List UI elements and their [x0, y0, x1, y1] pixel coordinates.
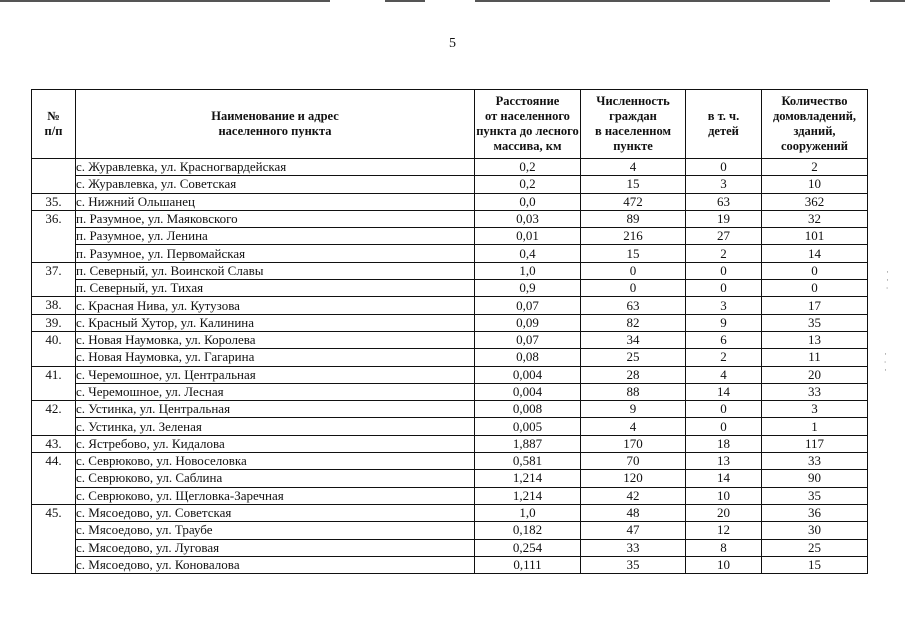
children-count: 18 — [686, 435, 762, 452]
table-row — [32, 228, 868, 245]
settlement-name: с. Черемошное, ул. Лесная — [76, 383, 475, 400]
population-count: 15 — [581, 245, 686, 262]
settlement-name: с. Мясоедово, ул. Советская — [76, 504, 475, 521]
distance-km: 0,01 — [475, 228, 581, 245]
households-count: 32 — [762, 210, 868, 227]
table-row — [32, 383, 868, 400]
population-count: 120 — [581, 470, 686, 487]
children-count: 10 — [686, 487, 762, 504]
distance-km: 0,254 — [475, 539, 581, 556]
row-number: 40. — [32, 331, 76, 366]
table-row — [32, 349, 868, 366]
settlement-name: п. Северный, ул. Воинской Славы — [76, 262, 475, 279]
population-count: 0 — [581, 262, 686, 279]
margin-scan-mark: · ∙ · — [884, 349, 887, 375]
header-children: в т. ч. детей — [686, 90, 762, 159]
row-number: 35. — [32, 193, 76, 210]
table-row — [32, 487, 868, 504]
table-row — [32, 159, 868, 176]
table-row — [32, 539, 868, 556]
children-count: 13 — [686, 453, 762, 470]
distance-km: 0,2 — [475, 159, 581, 176]
table-row — [32, 401, 868, 418]
settlement-name: с. Черемошное, ул. Центральная — [76, 366, 475, 383]
table-row — [32, 280, 868, 297]
settlement-name: с. Журавлевка, ул. Советская — [76, 176, 475, 193]
children-count: 14 — [686, 383, 762, 400]
row-number: 39. — [32, 314, 76, 331]
households-count: 3 — [762, 401, 868, 418]
children-count: 4 — [686, 366, 762, 383]
table-row — [32, 210, 868, 227]
distance-km: 0,008 — [475, 401, 581, 418]
children-count: 2 — [686, 245, 762, 262]
distance-km: 0,07 — [475, 331, 581, 348]
table-body — [32, 159, 868, 574]
distance-km: 1,887 — [475, 435, 581, 452]
children-count: 9 — [686, 314, 762, 331]
children-count: 3 — [686, 297, 762, 314]
children-count: 10 — [686, 556, 762, 573]
population-count: 472 — [581, 193, 686, 210]
distance-km: 0,005 — [475, 418, 581, 435]
settlement-name: п. Разумное, ул. Маяковского — [76, 210, 475, 227]
children-count: 0 — [686, 280, 762, 297]
settlement-name: с. Ястребово, ул. Кидалова — [76, 435, 475, 452]
scan-top-rule-left — [0, 0, 330, 2]
table-row — [32, 262, 868, 279]
children-count: 19 — [686, 210, 762, 227]
page-number: 5 — [449, 36, 456, 51]
distance-km: 0,182 — [475, 522, 581, 539]
population-count: 34 — [581, 331, 686, 348]
distance-km: 0,9 — [475, 280, 581, 297]
distance-km: 1,0 — [475, 262, 581, 279]
margin-scan-mark: · · ∙ — [886, 267, 889, 293]
scan-top-rule-corner — [870, 0, 905, 2]
row-number: 36. — [32, 210, 76, 262]
population-count: 48 — [581, 504, 686, 521]
settlement-name: с. Нижний Ольшанец — [76, 193, 475, 210]
scan-top-rule-mid — [385, 0, 425, 2]
children-count: 20 — [686, 504, 762, 521]
distance-km: 0,111 — [475, 556, 581, 573]
households-count: 101 — [762, 228, 868, 245]
row-number: 45. — [32, 504, 76, 573]
distance-km: 0,03 — [475, 210, 581, 227]
distance-km: 1,214 — [475, 487, 581, 504]
children-count: 3 — [686, 176, 762, 193]
table-row — [32, 435, 868, 452]
settlement-name: с. Новая Наумовка, ул. Королева — [76, 331, 475, 348]
households-count: 11 — [762, 349, 868, 366]
children-count: 0 — [686, 262, 762, 279]
row-number: 41. — [32, 366, 76, 401]
population-count: 25 — [581, 349, 686, 366]
table-row — [32, 245, 868, 262]
row-number: 37. — [32, 262, 76, 297]
distance-km: 0,4 — [475, 245, 581, 262]
population-count: 28 — [581, 366, 686, 383]
children-count: 6 — [686, 331, 762, 348]
population-count: 63 — [581, 297, 686, 314]
households-count: 13 — [762, 331, 868, 348]
distance-km: 0,2 — [475, 176, 581, 193]
settlement-name: с. Устинка, ул. Зеленая — [76, 418, 475, 435]
settlement-name: с. Мясоедово, ул. Луговая — [76, 539, 475, 556]
distance-km: 0,0 — [475, 193, 581, 210]
distance-km: 0,08 — [475, 349, 581, 366]
table-row — [32, 453, 868, 470]
settlement-name: с. Севрюково, ул. Щегловка-Заречная — [76, 487, 475, 504]
population-count: 88 — [581, 383, 686, 400]
children-count: 27 — [686, 228, 762, 245]
population-count: 42 — [581, 487, 686, 504]
distance-km: 0,07 — [475, 297, 581, 314]
settlement-name: с. Красный Хутор, ул. Калинина — [76, 314, 475, 331]
children-count: 12 — [686, 522, 762, 539]
population-count: 4 — [581, 159, 686, 176]
population-count: 70 — [581, 453, 686, 470]
table-row — [32, 522, 868, 539]
children-count: 14 — [686, 470, 762, 487]
header-households: Количество домовладений, зданий, сооружений — [762, 90, 868, 159]
table-row — [32, 470, 868, 487]
children-count: 8 — [686, 539, 762, 556]
population-count: 4 — [581, 418, 686, 435]
children-count: 0 — [686, 418, 762, 435]
children-count: 0 — [686, 159, 762, 176]
header-population: Численность граждан в населенном пункте — [581, 90, 686, 159]
row-number: 43. — [32, 435, 76, 452]
table-row — [32, 366, 868, 383]
scan-top-rule-right — [475, 0, 830, 2]
households-count: 10 — [762, 176, 868, 193]
row-number: 44. — [32, 453, 76, 505]
households-count: 33 — [762, 383, 868, 400]
settlement-name: с. Красная Нива, ул. Кутузова — [76, 297, 475, 314]
households-count: 15 — [762, 556, 868, 573]
households-count: 20 — [762, 366, 868, 383]
table-row — [32, 314, 868, 331]
population-count: 9 — [581, 401, 686, 418]
table-row — [32, 556, 868, 573]
settlement-name: с. Мясоедово, ул. Траубе — [76, 522, 475, 539]
distance-km: 1,214 — [475, 470, 581, 487]
households-count: 36 — [762, 504, 868, 521]
settlement-name: с. Севрюково, ул. Саблина — [76, 470, 475, 487]
households-count: 0 — [762, 262, 868, 279]
row-number: 38. — [32, 297, 76, 314]
settlement-name: п. Разумное, ул. Первомайская — [76, 245, 475, 262]
table-row — [32, 504, 868, 521]
population-count: 47 — [581, 522, 686, 539]
population-count: 35 — [581, 556, 686, 573]
households-count: 362 — [762, 193, 868, 210]
population-count: 216 — [581, 228, 686, 245]
children-count: 2 — [686, 349, 762, 366]
households-count: 90 — [762, 470, 868, 487]
distance-km: 1,0 — [475, 504, 581, 521]
households-count: 35 — [762, 487, 868, 504]
distance-km: 0,581 — [475, 453, 581, 470]
distance-km: 0,004 — [475, 383, 581, 400]
households-count: 35 — [762, 314, 868, 331]
table-header-row — [32, 90, 868, 159]
row-number — [32, 159, 76, 194]
settlement-name: с. Журавлевка, ул. Красногвардейская — [76, 159, 475, 176]
distance-km: 0,09 — [475, 314, 581, 331]
households-count: 33 — [762, 453, 868, 470]
children-count: 0 — [686, 401, 762, 418]
households-count: 117 — [762, 435, 868, 452]
header-distance: Расстояние от населенного пункта до лесного массива, км — [475, 90, 581, 159]
settlement-name: п. Разумное, ул. Ленина — [76, 228, 475, 245]
settlement-name: с. Новая Наумовка, ул. Гагарина — [76, 349, 475, 366]
households-count: 17 — [762, 297, 868, 314]
distance-km: 0,004 — [475, 366, 581, 383]
settlement-name: с. Устинка, ул. Центральная — [76, 401, 475, 418]
households-count: 30 — [762, 522, 868, 539]
population-count: 170 — [581, 435, 686, 452]
table-row — [32, 418, 868, 435]
households-count: 2 — [762, 159, 868, 176]
population-count: 82 — [581, 314, 686, 331]
population-count: 15 — [581, 176, 686, 193]
settlement-name: с. Мясоедово, ул. Коноваловa — [76, 556, 475, 573]
population-count: 33 — [581, 539, 686, 556]
households-count: 25 — [762, 539, 868, 556]
row-number: 42. — [32, 401, 76, 436]
households-count: 14 — [762, 245, 868, 262]
header-num: № п/п — [32, 90, 76, 159]
population-count: 0 — [581, 280, 686, 297]
settlements-table — [31, 89, 868, 574]
households-count: 0 — [762, 280, 868, 297]
header-name: Наименование и адрес населенного пункта — [76, 90, 475, 159]
population-count: 89 — [581, 210, 686, 227]
settlement-name: п. Северный, ул. Тихая — [76, 280, 475, 297]
table-row — [32, 297, 868, 314]
table-row — [32, 176, 868, 193]
households-count: 1 — [762, 418, 868, 435]
settlement-name: с. Севрюково, ул. Новоселовка — [76, 453, 475, 470]
table-row — [32, 331, 868, 348]
table-row — [32, 193, 868, 210]
children-count: 63 — [686, 193, 762, 210]
